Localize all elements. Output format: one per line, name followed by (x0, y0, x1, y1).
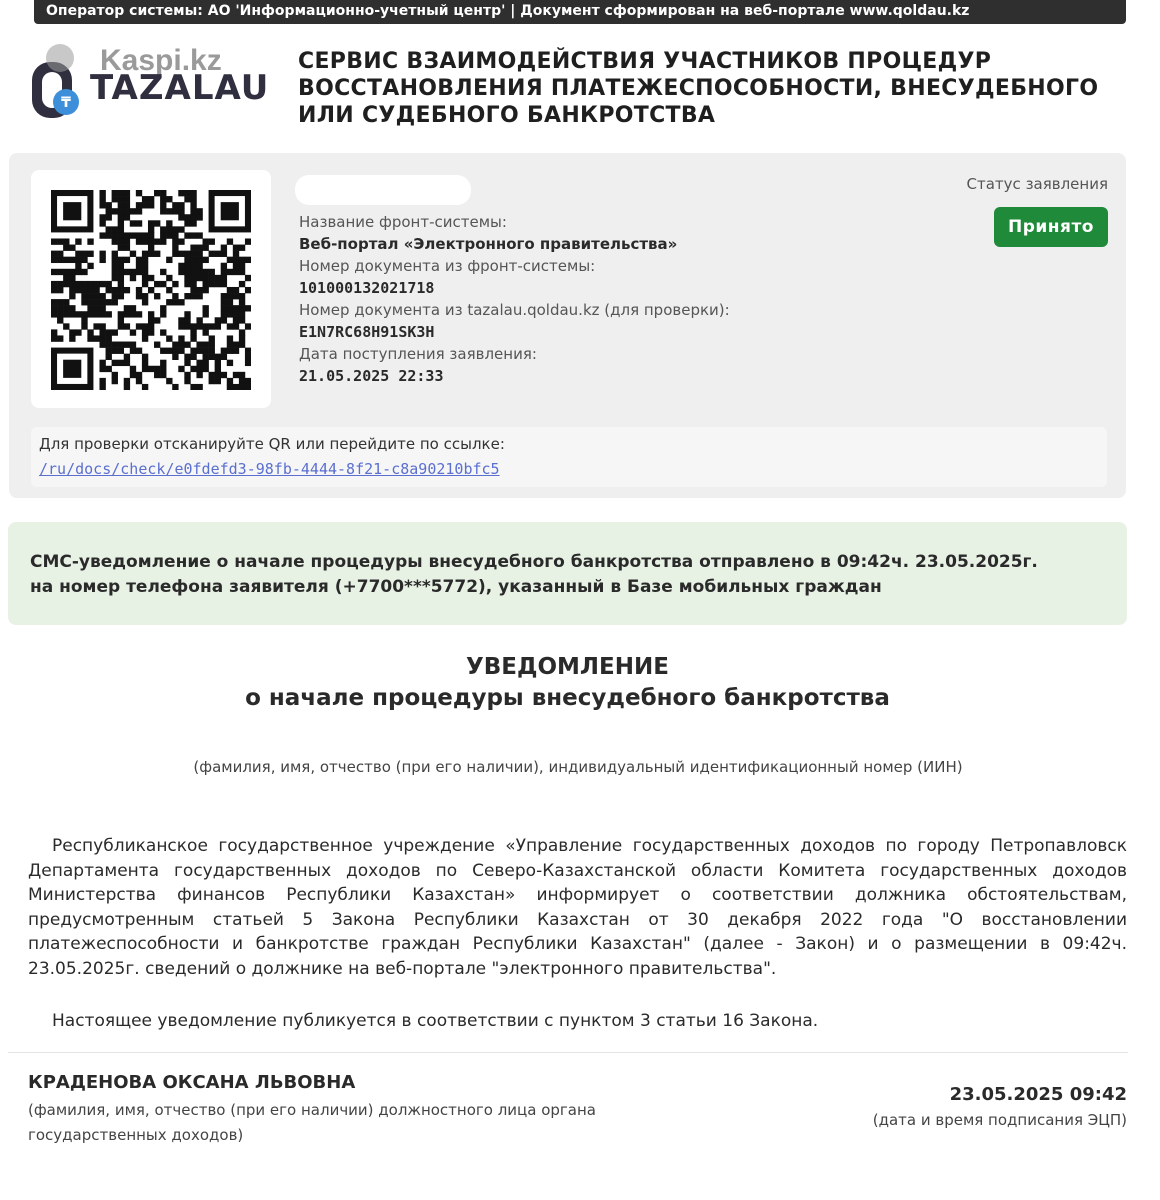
doc-number-label: Номер документа из фронт-системы: (299, 257, 596, 275)
notice-title: УВЕДОМЛЕНИЕ (466, 654, 669, 680)
check-number-label: Номер документа из tazalau.qoldau.kz (для проверки): (299, 301, 730, 319)
qr-code[interactable] (31, 170, 271, 408)
operator-banner: Оператор системы: АО 'Информационно-учетный центр' | Документ сформирован на веб-портале www.qoldau.kz (34, 0, 1126, 24)
notice-publish: Настоящее уведомление публикуется в соответствии с пунктом 3 статьи 16 Закона. (52, 1011, 819, 1031)
brand-name: TAZALAU (90, 68, 270, 108)
kaspi-watermark: Kaspi.kz (100, 44, 222, 77)
signer-name: КРАДЕНОВА ОКСАНА ЛЬВОВНА (28, 1072, 356, 1093)
doc-number-value: 101000132021718 (299, 279, 435, 297)
status-badge: Принято (994, 207, 1108, 247)
verify-hint: Для проверки отсканируйте QR или перейдите по ссылке: (39, 435, 505, 453)
check-number-value: E1N7RC68H91SK3H (299, 323, 435, 341)
notice-body: Республиканское государственное учреждение «Управление государственных доходов по городу Петропавловск Департамента государственных доходов по Северо-Казахстанской области Комитета государственных доходов Министерства финансов Республики Казахстан» информирует о соответствии должника обстоятельствам, предусмотренным статьей 5 Закона Республики Казахстан от 30 декабря 2022 года "О восстановлении платежеспособности и банкротстве граждан Республики Казахстан" (далее - Закон) и о размещении в 09:42ч. 23.05.2025г. сведений о должнике на веб-портале "электронного правительства". (28, 836, 1127, 979)
tazalau-logo-icon (30, 40, 96, 124)
front-system-label: Название фронт-системы: (299, 213, 507, 231)
verify-link[interactable]: /ru/docs/check/e0fdefd3-98fb-4444-8f21-c8a90210bfc5 (39, 460, 500, 478)
signer-hint: (фамилия, имя, отчество (при его наличии) должностного лица органа государственных доходов) (28, 1101, 597, 1144)
sms-notice (8, 522, 1127, 625)
tazalau-logo (30, 40, 270, 124)
received-date-value: 21.05.2025 22:33 (299, 367, 444, 385)
qr-code-icon (51, 190, 251, 390)
application-details (299, 167, 899, 387)
front-system-value: Веб-портал «Электронного правительства» (299, 235, 678, 253)
verify-box (31, 427, 1107, 487)
signature-date: 23.05.2025 09:42 (949, 1084, 1127, 1105)
signature-date-hint: (дата и время подписания ЭЦП) (872, 1111, 1127, 1129)
notice-subtitle: о начале процедуры внесудебного банкротства (245, 685, 890, 711)
divider (8, 1052, 1128, 1053)
application-card (9, 153, 1126, 498)
sms-line-1: СМС-уведомление о начале процедуры внесудебного банкротства отправлено в 09:42ч. 23.05.2025г. (30, 552, 1038, 572)
debtor-name-hint: (фамилия, имя, отчество (при его наличии), индивидуальный идентификационный номер (ИИН) (193, 758, 963, 776)
service-title: СЕРВИС ВЗАИМОДЕЙСТВИЯ УЧАСТНИКОВ ПРОЦЕДУР ВОССТАНОВЛЕНИЯ ПЛАТЕЖЕСПОСОБНОСТИ, ВНЕСУДЕБНОГО ИЛИ СУДЕБНОГО БАНКРОТСТВА (298, 49, 1099, 128)
svg-text:₸: ₸ (61, 95, 71, 111)
received-date-label: Дата поступления заявления: (299, 345, 537, 363)
sms-line-2: на номер телефона заявителя (+7700***5772), указанный в Базе мобильных граждан (30, 577, 882, 597)
status-label: Статус заявления (966, 175, 1108, 193)
